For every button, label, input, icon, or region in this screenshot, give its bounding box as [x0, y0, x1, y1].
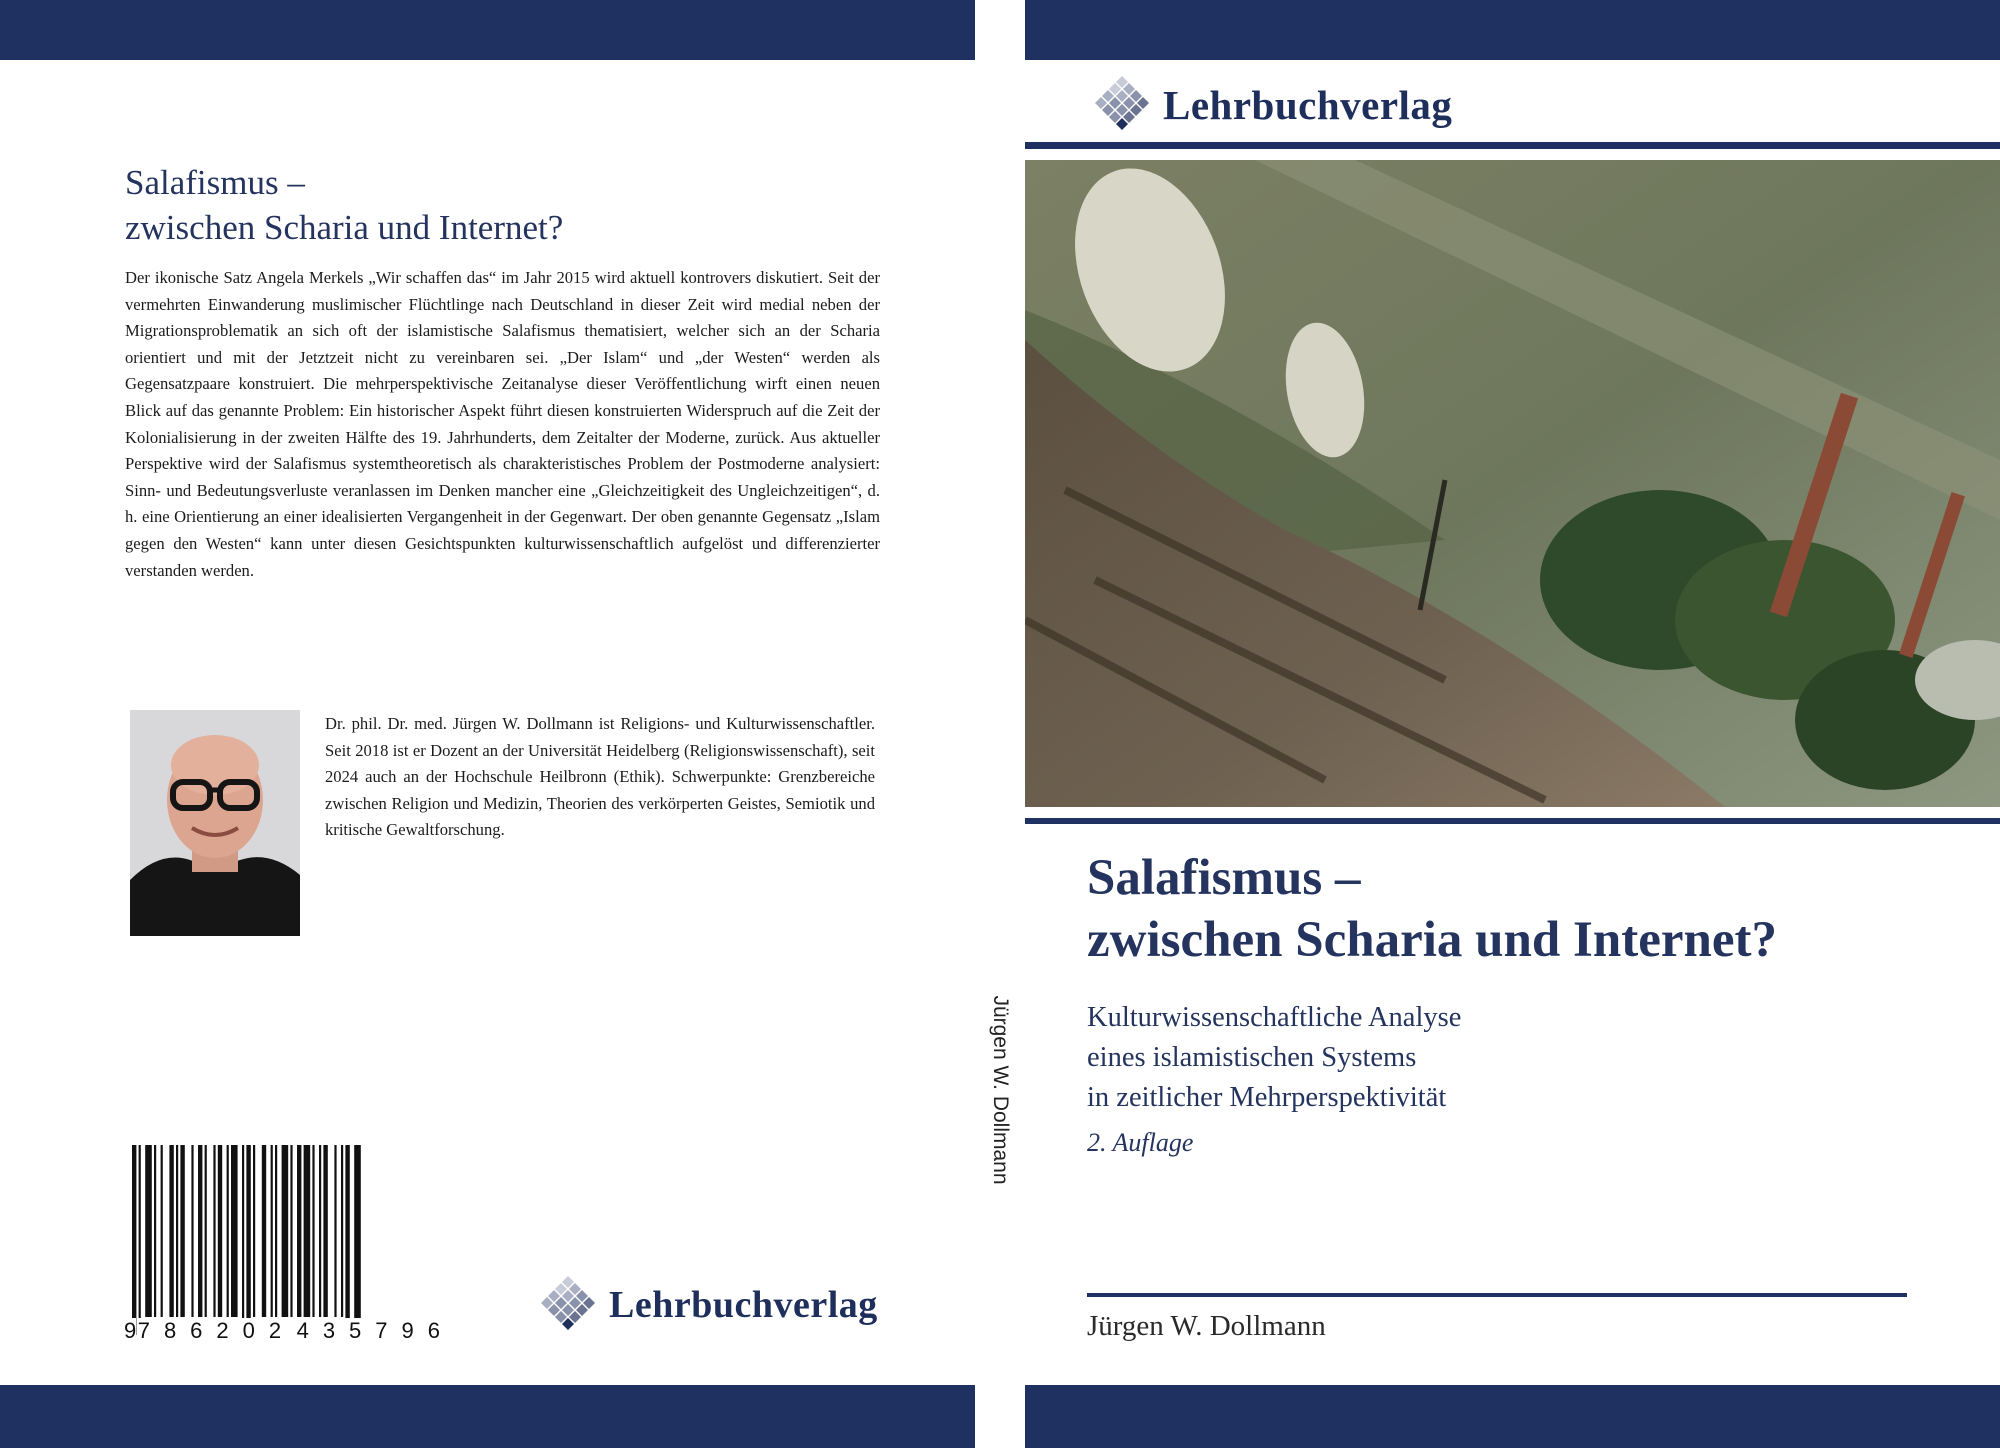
isbn-digit-group: 435796: [296, 1318, 454, 1343]
author-portrait-icon: [130, 710, 300, 936]
front-top-band: [1025, 0, 2000, 60]
publisher-diamond-icon: [533, 1276, 603, 1334]
front-author-rule: [1087, 1293, 1907, 1297]
cover-photo: [1025, 160, 2000, 807]
front-author: Jürgen W. Dollmann: [1087, 1310, 1326, 1342]
isbn-digit-group: 9: [124, 1318, 137, 1343]
front-title-line-1: Salafismus –: [1087, 850, 1361, 906]
front-publisher-logo: [1087, 76, 1452, 134]
back-top-band: [0, 0, 975, 60]
edition-label: 2. Auflage: [1087, 1128, 1194, 1157]
front-subtitle-line-2: eines islamistischen Systems: [1087, 1042, 1417, 1073]
front-title-line-2: zwischen Scharia und Internet?: [1087, 912, 1777, 968]
isbn-barcode: [124, 1145, 454, 1345]
cover-landscape-image: [1025, 160, 2000, 807]
front-subtitle-line-3: in zeitlicher Mehrperspektivität: [1087, 1082, 1447, 1113]
author-photo: [130, 710, 300, 936]
front-bottom-band: [1025, 1385, 2000, 1448]
front-title: [1087, 847, 1967, 971]
back-publisher-name: Lehrbuchverlag: [609, 1284, 878, 1326]
back-title-line-1: Salafismus –: [125, 163, 305, 202]
front-subtitle-line-1: Kulturwissenschaftliche Analyse: [1087, 1002, 1462, 1033]
front-publisher-name: Lehrbuchverlag: [1163, 82, 1453, 128]
publisher-diamond-icon: [1087, 76, 1157, 134]
author-bio: Dr. phil. Dr. med. Jürgen W. Dollmann ist Religions- und Kulturwissenschaftler. Seit 2018 ist er Dozent an der Universität Heidelberg (Religionswissenschaft), seit 2024 auch an der Hochschule Heilbronn (Ethik). Schwerpunkte: Grenzbereiche zwischen Religion und Medizin, Theorien des verkörperten Geistes, Semiotik und kritische Gewaltforschung.: [325, 714, 875, 840]
spine-author: Jürgen W. Dollmann: [989, 995, 1012, 1185]
isbn-digits: [124, 1318, 454, 1344]
back-blurb: Der ikonische Satz Angela Merkels „Wir schaffen das“ im Jahr 2015 wird aktuell kontrovers diskutiert. Seit der vermehrten Einwanderung muslimischer Flüchtlinge nach Deutschland in dieser Zeit wird medial neben der Migrationsproblematik an sich oft der islamistische Salafismus thematisiert, welcher sich an der Scharia orientiert und mit der Jetztzeit nicht zu vereinbaren sei. „Der Islam“ und „der Westen“ werden als Gegensatzpaare konstruiert. Die mehrperspektivische Zeitanalyse dieser Veröffentlichung wirft einen neuen Blick auf das genannte Problem: Ein historischer Aspekt führt diesen konstruierten Widerspruch auf die Zeit der Kolonialisierung in der zweiten Hälfte des 19. Jahrhunderts, dem Zeitalter der Moderne, zurück. Aus aktueller Perspektive wird der Salafismus systemtheoretisch als charakteristisches Problem der Postmoderne analysiert: Sinn- und Bedeutungsverluste veranlassen im Denken mancher eine „Gleichzeitigkeit des Ungleichzeitigen“, d. h. eine Orientierung an einer idealisierten Vergangenheit in der Gegenwart. Der oben genannte Gegensatz „Islam gegen den Westen“ kann unter diesen Gesichtspunkten kulturwissenschaftlich aufgelöst und differenzierter verstanden werden.: [125, 268, 880, 580]
back-bottom-band: [0, 1385, 975, 1448]
front-top-rule: [1025, 142, 2000, 149]
back-title-line-2: zwischen Scharia und Internet?: [125, 208, 564, 247]
back-title: [125, 160, 885, 250]
back-publisher-logo: [533, 1276, 878, 1334]
front-subtitle: [1087, 998, 1967, 1118]
front-middle-rule: [1025, 818, 2000, 824]
isbn-digit-group: 786202: [137, 1318, 296, 1343]
